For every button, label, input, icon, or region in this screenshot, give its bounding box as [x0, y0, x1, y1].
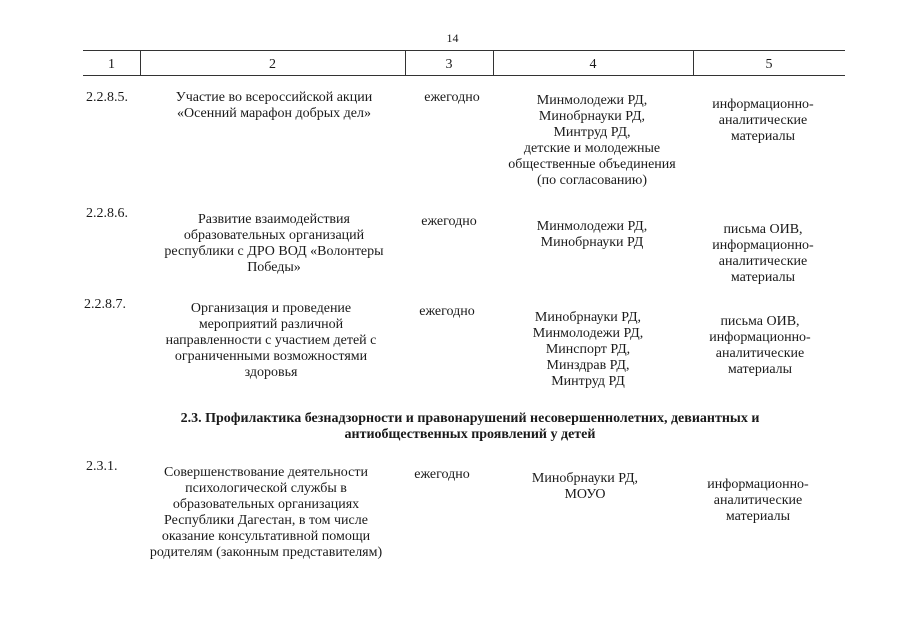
- section-title: 2.3. Профилактика безнадзорности и правонарушений несовершеннолетних, девиантных и антиобщественных проявлений у детей: [180, 411, 760, 442]
- result: письма ОИВ, информационно- аналитические материалы: [709, 314, 811, 377]
- measure-name: Организация и проведение мероприятий различной направленности с участием детей с ограниченными возможностями здоровья: [165, 301, 377, 380]
- executors: Минобрнауки РД, Минмолодежи РД, Минспорт РД, Минздрав РД, Минтруд РД: [532, 310, 644, 389]
- table-header-row: [83, 50, 845, 76]
- column-header-5: 5: [765, 57, 773, 72]
- period: ежегодно: [419, 304, 475, 319]
- executors: Минмолодежи РД, Минобрнауки РД: [536, 219, 648, 250]
- result: информационно- аналитические материалы: [712, 97, 814, 144]
- measure-name: Совершенствование деятельности психологической службы в образовательных организациях Республики Дагестан, в том числе оказание консультативной помощи родителям (законным представителям): [149, 465, 383, 560]
- page-number: 14: [446, 31, 459, 45]
- executors: Минмолодежи РД, Минобрнауки РД, Минтруд РД, детские и молодежные общественные объединения (по согласованию): [508, 93, 676, 188]
- column-header-3: 3: [445, 57, 453, 72]
- column-header-4: 4: [589, 57, 597, 72]
- row-number: 2.3.1.: [86, 459, 118, 474]
- column-header-2: 2: [269, 57, 276, 72]
- period: ежегодно: [421, 214, 477, 229]
- row-number: 2.2.8.5.: [86, 90, 128, 105]
- result: информационно- аналитические материалы: [707, 477, 809, 524]
- measure-name: Участие во всероссийской акции «Осенний марафон добрых дел»: [175, 90, 373, 121]
- row-number: 2.2.8.6.: [86, 206, 128, 221]
- column-header-1: 1: [108, 57, 115, 72]
- period: ежегодно: [424, 90, 480, 105]
- result: письма ОИВ, информационно- аналитические материалы: [712, 222, 814, 285]
- executors: Минобрнауки РД, МОУО: [531, 471, 639, 502]
- measure-name: Развитие взаимодействия образовательных организаций республики с ДРО ВОД «Волонтеры Победы»: [164, 212, 384, 275]
- period: ежегодно: [414, 467, 470, 482]
- row-number: 2.2.8.7.: [84, 297, 126, 312]
